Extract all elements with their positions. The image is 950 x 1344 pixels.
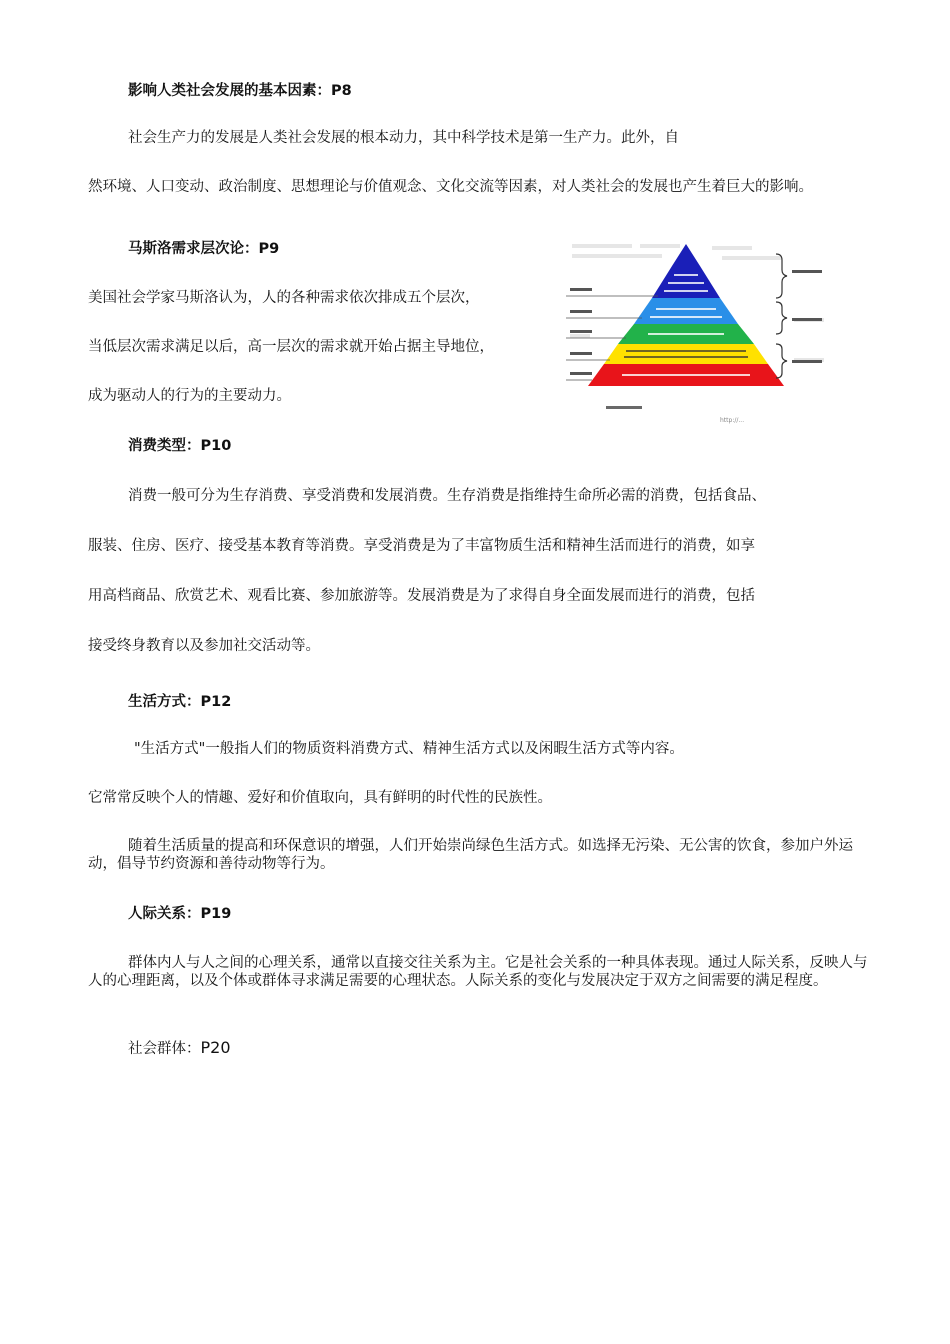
maslow-text-line-1: 美国社会学家马斯洛认为，人的各种需求依次排成五个层次， (88, 290, 480, 306)
paragraph-factors-line-1: 社会生产力的发展是人类社会发展的根本动力，其中科学技术是第一生产力。此外，自 (128, 130, 679, 146)
heading-social-groups (128, 1039, 231, 1058)
consumption-line-4: 接受终身教育以及参加社交活动等。 (88, 638, 320, 654)
pyramid-level-safety (604, 344, 768, 364)
figure-watermark: http://... (720, 417, 745, 424)
pyramid-level-esteem (634, 298, 738, 324)
heading-interpersonal-relations: 人际关系：P19 (128, 906, 232, 922)
maslow-pyramid-figure (562, 238, 830, 428)
paragraph-factors-rest: 然环境、人口变动、政治制度、思想理论与价值观念、文化交流等因素，对人类社会的发展也产生着巨大的影响。 (88, 179, 813, 195)
heading-consumption-types: 消费类型：P10 (128, 438, 232, 454)
heading-social-development-factors: 影响人类社会发展的基本因素：P8 (128, 83, 352, 99)
lifestyle-line-1: "生活方式"一般指人们的物质资料消费方式、精神生活方式以及闲暇生活方式等内容。 (134, 741, 684, 757)
lifestyle-paragraph-2: 随着生活质量的提高和环保意识的增强，人们开始崇尚绿色生活方式。如选择无污染、无公害的饮食，参加户外运动，倡导节约资源和善待动物等行为。 (88, 838, 853, 872)
social-groups-label: 社会群体： (128, 1041, 201, 1057)
maslow-text-line-2: 当低层次需求满足以后，高一层次的需求就开始占据主导地位， (88, 339, 494, 355)
social-groups-page: P20 (200, 1038, 231, 1057)
relations-paragraph: 群体内人与人之间的心理关系，通常以直接交往关系为主。它是社会关系的一种具体表现。通过人际关系，反映人与人的心理距离，以及个体或群体寻求满足需要的心理状态。人际关系的变化与发展决定于双方之间需要的满足程度。 (88, 955, 868, 989)
consumption-line-3: 用高档商品、欣赏艺术、观看比赛、参加旅游等。发展消费是为了求得自身全面发展而进行的消费，包括 (88, 588, 755, 604)
consumption-line-1: 消费一般可分为生存消费、享受消费和发展消费。生存消费是指维持生命所必需的消费，包括食品、 (128, 488, 766, 504)
heading-lifestyle: 生活方式：P12 (128, 694, 232, 710)
heading-maslow: 马斯洛需求层次论：P9 (128, 241, 280, 257)
consumption-line-2: 服装、住房、医疗、接受基本教育等消费。享受消费是为了丰富物质生活和精神生活而进行的消费，如享 (88, 538, 755, 554)
maslow-text-line-3: 成为驱动人的行为的主要动力。 (88, 388, 291, 404)
lifestyle-line-2: 它常常反映个人的情趣、爱好和价值取向，具有鲜明的时代性的民族性。 (88, 790, 552, 806)
